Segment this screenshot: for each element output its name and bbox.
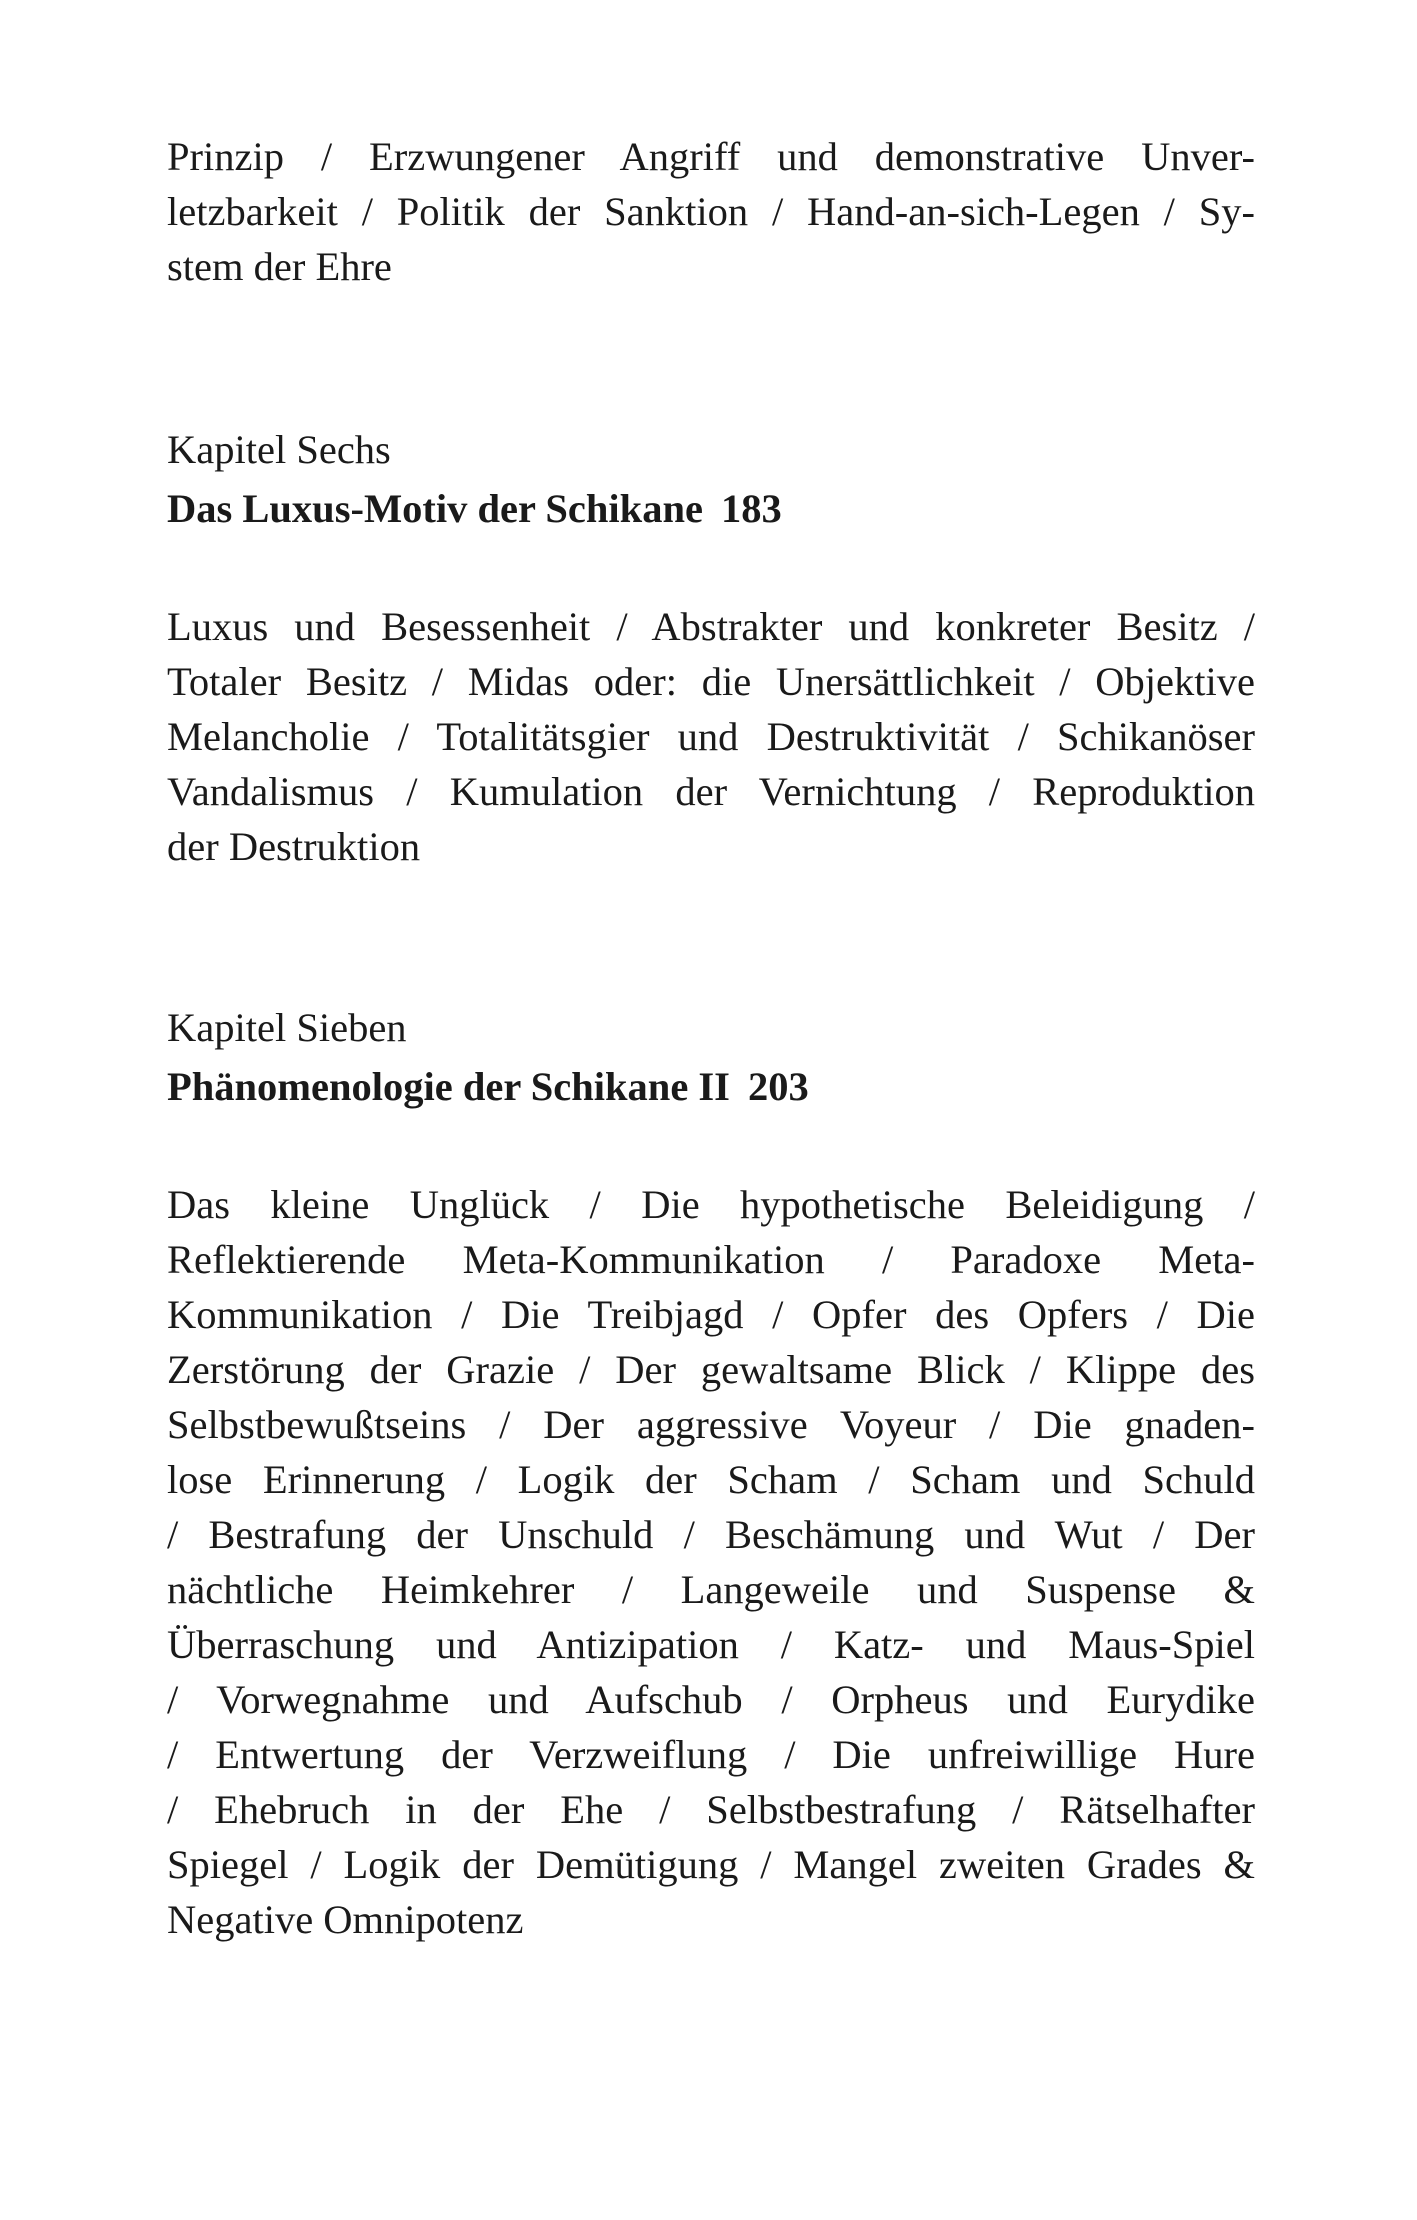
chapter-summary-line: Melancholie / Totalitätsgier und Destruktivität / Schikanöser [167, 714, 1255, 759]
chapter-summary-line: Totaler Besitz / Midas oder: die Unersättlichkeit / Objektive [167, 659, 1255, 704]
chapter-title [167, 481, 782, 536]
intro-line: Prinzip / Erzwungener Angriff und demonstrative Unver- [167, 134, 1255, 179]
chapter-summary-line: Das kleine Unglück / Die hypothetische Beleidigung / [167, 1182, 1255, 1227]
chapter-summary-line: Kommunikation / Die Treibjagd / Opfer des Opfers / Die [167, 1292, 1255, 1337]
chapter-summary-line: / Vorwegnahme und Aufschub / Orpheus und Eurydike [167, 1677, 1255, 1722]
chapter-summary-line: Spiegel / Logik der Demütigung / Mangel zweiten Grades & [167, 1842, 1255, 1887]
intro-line: stem der Ehre [167, 244, 392, 289]
chapter-summary-line: / Entwertung der Verzweiflung / Die unfreiwillige Hure [167, 1732, 1255, 1777]
chapter-summary-line: Zerstörung der Grazie / Der gewaltsame Blick / Klippe des [167, 1347, 1255, 1392]
chapter-summary-line: Negative Omnipotenz [167, 1897, 524, 1942]
chapter-summary-line: lose Erinnerung / Logik der Scham / Scham und Schuld [167, 1457, 1255, 1502]
intro-line: letzbarkeit / Politik der Sanktion / Hand-an-sich-Legen / Sy- [167, 189, 1255, 234]
chapter-summary-line: Reflektierende Meta-Kommunikation / Paradoxe Meta- [167, 1237, 1255, 1282]
chapter-summary-line: Selbstbewußtseins / Der aggressive Voyeur / Die gnaden- [167, 1402, 1255, 1447]
chapter-title [167, 1059, 809, 1114]
chapter-title-text: Das Luxus-Motiv der Schikane [167, 486, 703, 531]
chapter-page-number: 183 [720, 486, 782, 531]
chapter-summary-line: Vandalismus / Kumulation der Vernichtung / Reproduktion [167, 769, 1255, 814]
chapter-title-text: Phänomenologie der Schikane II [167, 1064, 730, 1109]
chapter-summary-line: Luxus und Besessenheit / Abstrakter und konkreter Besitz / [167, 604, 1255, 649]
chapter-summary-line: der Destruktion [167, 824, 421, 869]
chapter-summary-line: / Ehebruch in der Ehe / Selbstbestrafung / Rätselhafter [167, 1787, 1255, 1832]
chapter-page-number: 203 [747, 1064, 809, 1109]
chapter-summary-line: Überraschung und Antizipation / Katz- und Maus-Spiel [167, 1622, 1255, 1667]
chapter-summary-line: / Bestrafung der Unschuld / Beschämung und Wut / Der [167, 1512, 1255, 1557]
chapter-label: Kapitel Sechs [167, 427, 391, 472]
chapter-label: Kapitel Sieben [167, 1005, 407, 1050]
chapter-summary-line: nächtliche Heimkehrer / Langeweile und Suspense & [167, 1567, 1255, 1612]
